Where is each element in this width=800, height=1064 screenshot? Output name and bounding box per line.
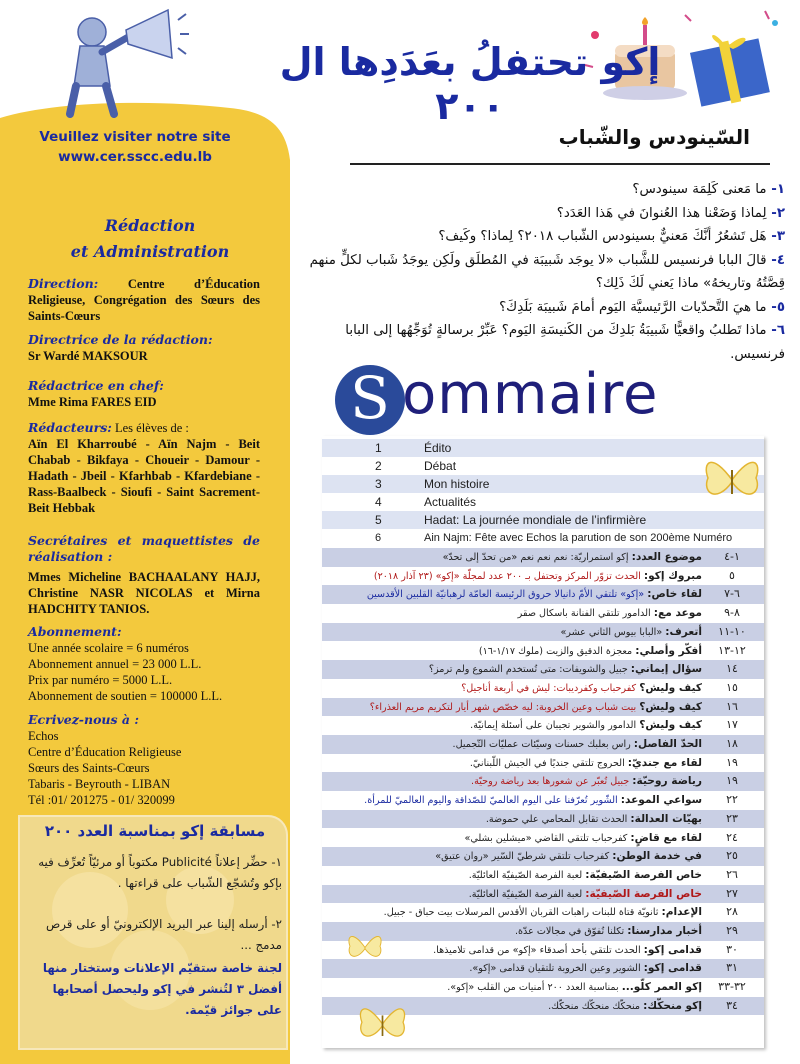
toc-entry: الشوير وعين الخروبة تلتقيان قدامى «إكو». — [469, 963, 644, 975]
toc-entry: «إكو» تلتقي الأمّ دانيالا حروق الرئيسة العامّة لرهبانيّة القلبين الأقدسين — [366, 589, 648, 601]
abonnement-block — [28, 624, 260, 704]
toc-title: Édito — [424, 441, 452, 455]
website-link[interactable]: www.cer.sscc.edu.lb — [58, 149, 212, 165]
toc-page-number: ١٨ — [726, 737, 738, 750]
toc-page-number: ١٩ — [726, 755, 738, 769]
redacteurs-label: Rédacteurs: — [28, 420, 112, 435]
phone-line: Tél :01/ 201275 - 01/ 320099 — [28, 793, 175, 807]
toc-ar-row[interactable] — [322, 978, 764, 997]
toc-entry: لعبة الفرصة الصّيفيّة العائليّة. — [468, 888, 586, 900]
toc-fr-row[interactable] — [322, 493, 764, 511]
toc-ar-row[interactable] — [322, 660, 764, 679]
toc-entry: بيت شباب وعين الخروبة: ليه خصّص شهر أيار لتكريم مريم العذراء؟ — [369, 701, 640, 713]
toc-page-number: 4 — [375, 495, 382, 509]
ecrivez-label: Ecrivez-nous à : — [28, 712, 139, 727]
toc-ar-row[interactable] — [322, 866, 764, 885]
toc-page-number: ٢٤ — [726, 830, 738, 844]
toc-section: سواعي الموعد: — [620, 794, 702, 807]
question-text: قالَ البابا فرنسيس للشَّباب «لا يوجَد شَبيبَة في المُطلَق ولَكِن يوجَدُ شَباب لكلٍّ منهم قِصَّتُهُ وتاريخهُ» ماذا يَعني لَكَ ذَلِك؟ — [309, 252, 785, 291]
toc-section: موضوع العدد: — [631, 551, 702, 563]
toc-entry: ثانويّة قتاة للبنات راهبات القربان الأقدس المرسلات بيت حباق - جبيل. — [383, 907, 662, 919]
contest-note: لجنة خاصة ستقيّم الإعلانات وستختار منها أفضل ٣ لتُنشر في إكو وليحصل أصحابها على جوائز قيّمة. — [42, 961, 282, 1017]
questions-list — [295, 178, 785, 366]
toc-entry: كفرحباب وكفرديبات: ليش في أربعة أناجيل؟ — [461, 682, 640, 694]
directrice-label: Directrice de la rédaction: — [28, 332, 213, 347]
redacteurs-block — [28, 420, 260, 516]
abonnement-line: Une année scolaire = 6 numéros — [28, 641, 189, 655]
toc-ar-row[interactable] — [322, 829, 764, 848]
toc-title: Actualités — [424, 495, 477, 509]
toc-ar-row[interactable] — [322, 698, 764, 717]
subtitle-divider — [350, 163, 770, 165]
question-number: ٢- — [766, 205, 785, 221]
contest-title: مسابقة إكو بمناسبة العدد ٢٠٠ — [44, 822, 266, 840]
toc-entry: تكلنا تُفوّق في مجالات عدّة. — [514, 926, 628, 937]
toc-page-number: ٥ — [729, 568, 735, 582]
redaction-title-line2: et Administration — [70, 242, 230, 261]
toc-fr-row[interactable] — [322, 511, 764, 529]
toc-section: لقاء مع قاضٍ: — [630, 831, 702, 844]
secretaires-block — [28, 533, 260, 617]
toc-entry: راس بعلبك حسنات وسيّئات عمليّات التّجميل. — [452, 739, 634, 750]
abonnement-line: Abonnement annuel = 23 000 L.L. — [28, 657, 202, 671]
toc-page-number: ٢٩ — [726, 924, 738, 937]
toc-fr-row[interactable] — [322, 457, 764, 475]
toc-entry: كفرحباب تلتقي شرطيّ السّير «روان عتيق» — [435, 851, 613, 863]
toc-page-number: 3 — [375, 477, 382, 491]
redactrice-block — [28, 378, 260, 410]
toc-entry: «البابا بيوس الثاني عشر» — [560, 626, 666, 638]
directrice-name: Sr Wardé MAKSOUR — [28, 349, 148, 363]
toc-page-number: 2 — [375, 459, 382, 473]
megaphone-figure-icon — [40, 0, 190, 118]
toc-ar-row[interactable] — [322, 716, 764, 735]
toc-ar-row[interactable] — [322, 604, 764, 623]
butterfly-icon — [702, 452, 762, 508]
question-item — [295, 225, 785, 249]
section-subtitle: السّينودس والشّباب — [558, 125, 750, 149]
toc-ar-row[interactable] — [322, 642, 764, 661]
toc-page-number: ٣٤ — [726, 998, 738, 1012]
toc-title: Hadat: La journée mondiale de l’infirmière — [424, 513, 647, 527]
toc-section: خاص الفرصة الصّيفيّة: — [585, 887, 702, 900]
toc-page-number: ١٥ — [726, 680, 738, 694]
toc-page-number: ٦-٧ — [724, 587, 740, 601]
toc-ar-row[interactable] — [322, 772, 764, 791]
toc-entry: جبيل تُعبّر عن شعورها بعد رياضة روحيّة. — [471, 776, 633, 788]
abonnement-line: Prix par numéro = 5000 L.L. — [28, 673, 173, 687]
website-notice — [25, 127, 245, 167]
toc-ar-row[interactable] — [322, 941, 764, 960]
toc-page-number: ٢٧ — [726, 886, 738, 900]
toc-ar-row[interactable] — [322, 847, 764, 866]
sommaire-heading: ommaire — [402, 362, 659, 427]
toc-entry: الشّوير تُعرّفنا على اليوم العالميّ للصّداقة واليوم العالميّ للمرأة. — [364, 795, 621, 807]
redacteurs-schools: Aïn El Kharroubé - Aïn Najm - Beit Chabab - Bikfaya - Choueir - Damour - Hadath - Jbeil - Kfarhbab - Kfardebiane - Rass-Baalbeck - Sioufi - Saint Sacrement-Beit Hebbak — [28, 437, 260, 515]
toc-title: Mon histoire — [424, 477, 490, 491]
toc-entry: لعبة الفرصة الصّيفيّة العائليّة. — [468, 869, 586, 881]
toc-ar-row[interactable] — [322, 735, 764, 754]
toc-ar-row[interactable] — [322, 679, 764, 698]
question-text: هَل تَشعُرُ أنَّكَ مَعنيٌّ بسينودس الشّباب ٢٠١٨؟ لِماذا؟ وكَيف؟ — [438, 229, 767, 244]
table-of-contents — [322, 436, 764, 1048]
question-text: ما هيَ التَّحدّيات الرَّئيسيَّة اليَوم أمامَ شَبيبَة بَلَدِكَ؟ — [499, 299, 767, 315]
toc-section: رياضة روحيّة: — [632, 775, 702, 788]
toc-section: خاص الفرصة الصّيفيّة: — [585, 868, 702, 881]
toc-ar-row[interactable] — [322, 810, 764, 829]
toc-entry: الحدث تلتقي بأحد أصدقاء «إكو» من قدامى تلاميذها. — [433, 944, 644, 956]
toc-section: موعد مع: — [653, 607, 702, 620]
page-title: إكو تحتفلُ بعَدَدِها ال ٢٠٠ — [279, 40, 661, 128]
toc-entry: كفرحباب تلتقي القاضي «ميشلين بشلي» — [464, 832, 631, 844]
toc-section: قدامى إكو: — [643, 943, 702, 956]
toc-fr-row[interactable] — [322, 529, 764, 547]
direction-text: Centre d’Éducation Religieuse, Congrégation des Sœurs des Saints-Cœurs — [28, 277, 260, 323]
butterfly-icon — [345, 930, 385, 965]
toc-section: أفكّر وأصلي: — [635, 644, 702, 657]
question-text: لِماذا وَضَعْنا هذا العُنوانَ في هَذا العَدَد؟ — [556, 205, 767, 221]
secretaires-names: Mmes Micheline BACHAALANY HAJJ, Christine NASR NICOLAS et Mirna HADCHITY TANIOS. — [28, 570, 260, 616]
redactrice-label: Rédactrice en chef: — [28, 378, 164, 393]
toc-page-number: ٨-٩ — [724, 606, 740, 620]
question-number: ٦- — [766, 323, 785, 338]
redaction-title-line1: Rédaction — [104, 216, 196, 235]
toc-page-number: ١٢-١٣ — [718, 643, 746, 657]
directrice-block — [28, 332, 260, 364]
abonnement-line: Abonnement de soutien = 100000 L.L. — [28, 689, 223, 703]
redactrice-name: Mme Rima FARES EID — [28, 395, 157, 409]
contest-step-1: ١- حضِّر إعلاناً Publicité مكتوباً أو مرئيّاً تُعرِّف فيه بإكو وتُشجّع الشّباب على قراءتها . — [38, 855, 282, 890]
toc-page-number: ١٤ — [726, 662, 738, 676]
secretaires-label: Secrétaires et maquettistes de réalisation : — [28, 533, 260, 564]
address-line: Echos — [28, 729, 59, 743]
toc-section: إكو العمر كلّو... — [621, 981, 702, 994]
toc-section: الإعدام: — [661, 906, 702, 919]
toc-entry: الحدث تزوّر المركز وتحتفل بـ ٢٠٠ عدد لمجلّة «إكو» (٢٣ آذار ٢٠١٨) — [373, 570, 644, 582]
toc-entry: الدامور والشوير تجيبان على أسئلة إيمانيّة. — [470, 720, 640, 732]
toc-entry: معجزة الدقيق والزيت (ملوك ١/١٧-١٦) — [478, 645, 636, 657]
toc-ar-row[interactable] — [322, 903, 764, 922]
toc-ar-row[interactable] — [322, 585, 764, 604]
question-item — [295, 202, 785, 226]
question-item — [295, 296, 785, 320]
toc-page-number: 1 — [375, 441, 382, 455]
redacteurs-intro: Les élèves de : — [111, 421, 189, 435]
toc-section: لقاء مع جنديّ: — [627, 756, 702, 769]
question-number: ٥- — [766, 299, 785, 315]
address-line: Tabaris - Beyrouth - LIBAN — [28, 777, 171, 791]
toc-section: بهيّات العدالة: — [630, 812, 702, 825]
toc-entry: جبيل والشويفات: متى تُستخدم الشموع ولم ترمز؟ — [428, 664, 631, 676]
question-item — [295, 319, 785, 366]
website-invite-text: Veuillez visiter notre site — [39, 129, 231, 145]
toc-page-number: ١٧ — [726, 718, 738, 732]
ecrivez-block — [28, 712, 260, 808]
question-item — [295, 249, 785, 296]
question-number: ١- — [766, 182, 785, 197]
sommaire-initial: S — [335, 365, 405, 435]
toc-section: قدامى إكو: — [643, 962, 702, 975]
toc-ar-row[interactable] — [322, 791, 764, 810]
toc-page-number: ٢٢ — [726, 793, 738, 807]
toc-page-number: ٢٣ — [726, 811, 738, 825]
toc-page-number: ٢٥ — [726, 849, 738, 863]
toc-page-number: 5 — [375, 513, 382, 527]
toc-section: الحدّ الفاصل: — [633, 738, 702, 750]
toc-section: كيف وليش؟ — [639, 700, 702, 713]
toc-section: أخبار مدارسنا: — [627, 925, 702, 937]
toc-page-number: ٣٠ — [726, 942, 738, 956]
question-text: ما مَعنى كَلِمَة سينودس؟ — [632, 182, 767, 197]
toc-ar-row[interactable] — [322, 567, 764, 586]
toc-page-number: ١-٤ — [724, 550, 740, 563]
toc-page-number: ٣٢-٣٣ — [718, 980, 746, 994]
toc-entry: منحكّك منحكّك منحكّك. — [548, 1000, 644, 1012]
toc-ar-row[interactable] — [322, 885, 764, 904]
toc-page-number: ١٠-١١ — [718, 624, 746, 638]
toc-title: Ain Najm: Fête avec Echos la parution de son 200ème Numéro — [424, 532, 733, 544]
question-number: ٤- — [766, 252, 785, 268]
direction-label: Direction: — [28, 276, 99, 291]
address-line: Sœurs des Saints-Cœurs — [28, 761, 150, 775]
toc-entry: الحروج تلتقي جنديًا في الجيش اللّبنانيّ. — [469, 757, 628, 769]
address-line: Centre d’Éducation Religieuse — [28, 745, 182, 759]
question-number: ٣- — [766, 229, 785, 244]
toc-page-number: ١٩ — [726, 774, 738, 788]
toc-section: في خدمة الوطن: — [612, 850, 702, 863]
abonnement-label: Abonnement: — [28, 624, 122, 639]
question-item — [295, 178, 785, 202]
toc-page-number: ٢٨ — [726, 905, 738, 919]
toc-section: إكو منحكّك: — [643, 999, 702, 1012]
toc-entry: إكو استمراريّة: نعم نعم نعم «من تحدّ إلى تحدّ» — [442, 552, 632, 563]
toc-page-number: ١٦ — [726, 699, 738, 713]
redaction-heading — [20, 213, 280, 265]
question-text: ماذا تَطلبُ واقعيًّا شَبيبَةُ بَلدِكَ من الكَنيسَةِ اليَوم؟ عَبِّرْ برسالةٍ تُوَجِّهُها إلى البابا فرنسيس. — [345, 323, 785, 362]
toc-ar-row[interactable] — [322, 623, 764, 642]
toc-section: مبروك إكو: — [643, 569, 702, 582]
toc-title: Débat — [424, 459, 457, 473]
toc-section: لقاء خاص: — [647, 588, 702, 601]
toc-page-number: ٣١ — [726, 961, 738, 975]
toc-section: سؤال إيماني: — [630, 663, 702, 676]
toc-section: كيف وليش؟ — [639, 681, 702, 694]
toc-fr-row[interactable] — [322, 439, 764, 457]
toc-section: أتعرف: — [665, 625, 702, 638]
toc-fr-row[interactable] — [322, 475, 764, 493]
direction-block — [28, 276, 260, 324]
butterfly-icon — [355, 1000, 410, 1048]
toc-entry: بمناسبة العدد ٢٠٠ أمنيات من القلب «إكو». — [447, 982, 622, 994]
toc-entry: الدامور تلتقي الفنانة باسكال صقر — [517, 608, 654, 620]
toc-page-number: ٢٦ — [726, 867, 738, 881]
toc-ar-row[interactable] — [322, 922, 764, 941]
toc-ar-row[interactable] — [322, 548, 764, 567]
contest-step-2: ٢- أرسله إلينا عبر البريد الإلكترونيّ أو على قرص مدمج ... — [46, 917, 282, 952]
toc-page-number: 6 — [375, 532, 382, 544]
toc-ar-row[interactable] — [322, 754, 764, 773]
toc-section: كيف وليش؟ — [639, 719, 702, 732]
toc-ar-row[interactable] — [322, 959, 764, 978]
toc-entry: الحدث تقابل المحامي علي حموضة. — [485, 813, 631, 825]
